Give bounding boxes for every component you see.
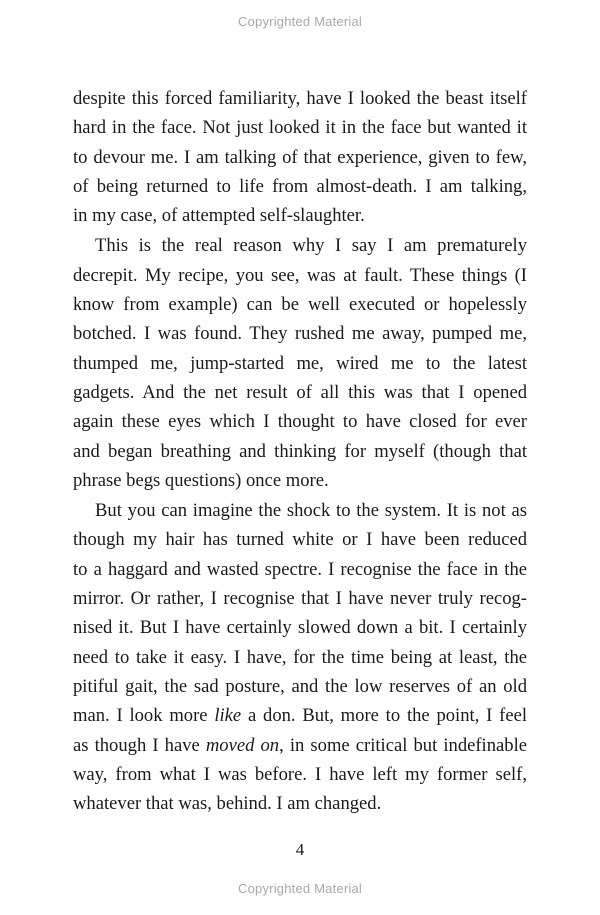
- text-line: in my case, of attempted self-slaughter.: [73, 205, 365, 227]
- italic-word: like: [214, 705, 242, 727]
- text-line: despite this forced familiarity, have I looked the beast itself: [73, 88, 527, 109]
- page-number: 4: [295, 840, 305, 859]
- text-line: though my hair has turned white or I have been reduced: [73, 529, 527, 551]
- text-line: to a haggard and wasted spectre. I recognise the face in the: [73, 558, 527, 580]
- text-line: pitiful gait, the sad posture, and the low reserves of an old: [73, 675, 527, 697]
- text-line: and began breathing and thinking for myself (though that: [73, 440, 527, 462]
- text-line: need to take it easy. I have, for the time being at least, the: [73, 646, 527, 668]
- text-line: again these eyes which I thought to have closed for ever: [73, 411, 527, 433]
- text-line: But you can imagine the shock to the system. It is not as: [95, 500, 527, 522]
- text-line-with-italic: [73, 701, 527, 730]
- text-line: way, from what I was before. I have left my former self,: [73, 763, 527, 785]
- text-run: man. I look more: [73, 705, 215, 727]
- text-line: mirror. Or rather, I recognise that I have never truly recog-: [73, 588, 527, 610]
- text-line: decrepit. My recipe, you see, was at fault. These things (I: [73, 264, 527, 286]
- text-line: This is the real reason why I say I am prematurely: [95, 235, 527, 257]
- text-line: botched. I was found. They rushed me away, pumped me,: [73, 323, 527, 345]
- book-page-text: [73, 84, 527, 818]
- text-line: know from example) can be well executed or hopelessly: [73, 294, 527, 316]
- italic-phrase: moved on: [205, 734, 280, 756]
- text-line: whatever that was, behind. I am changed.: [73, 793, 382, 815]
- text-line-with-italic: [73, 731, 527, 760]
- text-run: , in some critical but indefinable: [279, 734, 527, 756]
- text-line: hard in the face. Not just looked it in the face but wanted it: [73, 117, 527, 139]
- text-line: of being returned to life from almost-death. I am talking,: [73, 175, 527, 197]
- text-line: nised it. But I have certainly slowed down a bit. I certainly: [73, 617, 527, 639]
- copyright-watermark-bottom: Copyrighted Material: [238, 881, 362, 896]
- text-line: phrase begs questions) once more.: [73, 469, 329, 491]
- text-run: as though I have: [73, 734, 206, 756]
- text-line: to devour me. I am talking of that experience, given to few,: [73, 146, 527, 168]
- text-run: a don. But, more to the point, I feel: [241, 705, 527, 727]
- copyright-watermark-top: Copyrighted Material: [238, 14, 362, 29]
- text-line: gadgets. And the net result of all this was that I opened: [73, 381, 527, 403]
- text-line: thumped me, jump-started me, wired me to the latest: [73, 352, 527, 374]
